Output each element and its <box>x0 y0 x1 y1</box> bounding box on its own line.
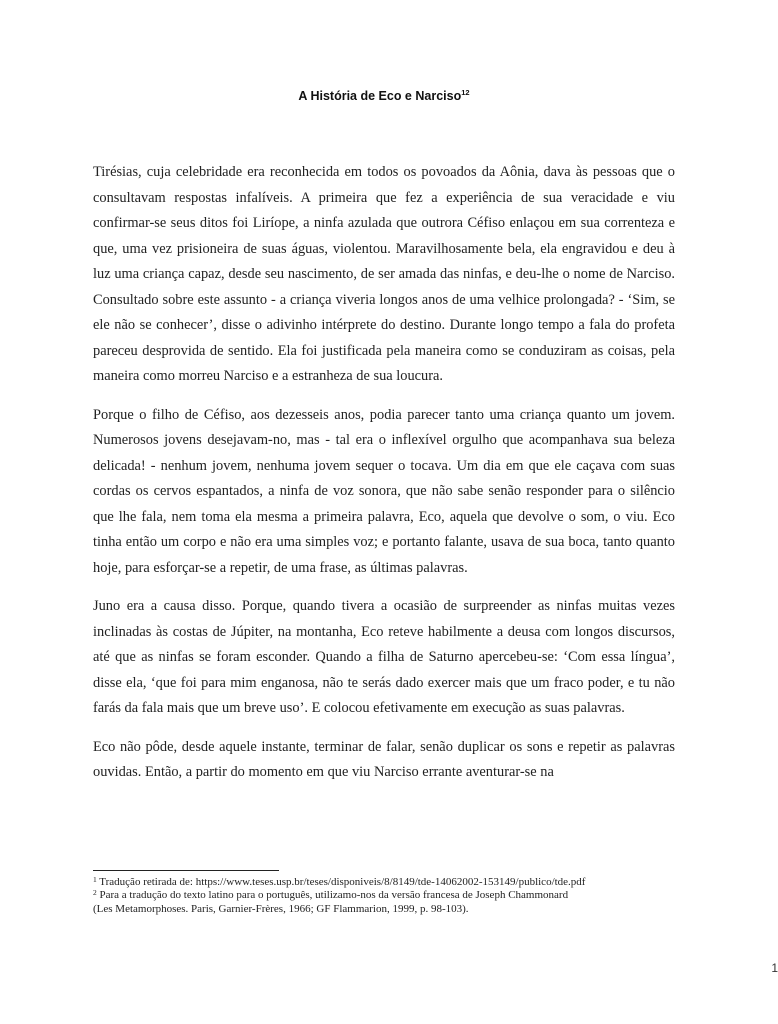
footnote-text: Para a tradução do texto latino para o português, utilizamo-nos da versão francesa de Joseph Chammonard <box>96 889 569 902</box>
title-text: A História de Eco e Narciso <box>298 89 462 103</box>
paragraph-3: Juno era a causa disso. Porque, quando tivera a ocasião de surpreender as ninfas muitas vezes inclinadas às costas de Júpiter, na montanha, Eco reteve habilmente a deusa com longos discursos, até que as ninfas se foram esconder. Quando a filha de Saturno apercebeu-se: ‘Com essa língua’, disse ela, ‘que foi para mim enganosa, não te serás dado exercer mais que um fraco poder, e tu não farás da fala mais que um breve uso’. E colocou efetivamente em execução as suas palavras. <box>93 598 675 716</box>
footnote-mark: 2 <box>93 888 97 898</box>
footnote-separator <box>93 870 279 871</box>
footnote-mark: 1 <box>93 875 97 884</box>
document-page <box>93 0 778 1024</box>
paragraph-1: Tirésias, cuja celebridade era reconhecida em todos os povoados da Aônia, dava às pessoas que o consultavam respostas infalíveis. A primeira que fez a experiência de sua veracidade e viu confirmar-se seus ditos foi Liríope, a ninfa azulada que outrora Céfiso enlaçou em sua correnteza e que, uma vez prisioneira de suas águas, violentou. Maravilhosamente bela, ela engravidou e deu à luz uma criança capaz, desde seu nascimento, de ser amada das ninfas, e deu-lhe o nome de Narciso. Consultado sobre este assunto - a criança viveria longos anos de uma velhice prolongada? - ‘Sim, se ele não se conhecer’, disse o adivinho intérprete do destino. Durante longo tempo a fala do profeta pareceu desprovida de sentido. Ela foi justificada pela maneira como se conduziram as coisas, pela maneira como morreu Narciso e a estranheza de sua loucura. <box>93 164 675 384</box>
footnote-2 <box>93 889 693 902</box>
footnote-text: (Les Metamorphoses. Paris, Garnier-Frères, 1966; GF Flammarion, 1999, p. 98-103). <box>93 902 469 915</box>
paragraph-2: Porque o filho de Céfiso, aos dezesseis anos, podia parecer tanto uma criança quanto um jovem. Numerosos jovens desejavam-no, mas - tal era o inflexível orgulho que acompanhava sua beleza delicada! - nenhum jovem, nenhuma jovem sequer o tocava. Um dia em que ele caçava com suas cordas os cervos espantados, a ninfa de voz sonora, que não sabe senão responder para o silêncio que lhe fala, nem toma ela mesma a primeira palavra, Eco, aquela que devolve o som, o viu. Eco tinha então um corpo e não era uma simples voz; e portanto falante, usava de sua boca, tanto quanto hoje, para esforçar-se a repetir, de uma frase, as últimas palavras. <box>93 406 675 576</box>
title-footnote-marks: 12 <box>461 88 470 97</box>
page-number: 1 <box>771 961 778 975</box>
footnote-1 <box>93 876 693 889</box>
paragraph-4: Eco não pôde, desde aquele instante, terminar de falar, senão duplicar os sons e repetir as palavras ouvidas. Então, a partir do momento em que viu Narciso errante aventurar-se na <box>93 738 675 780</box>
footnote-2-continued <box>93 903 693 916</box>
footnote-text: Tradução retirada de: https://www.teses.usp.br/teses/disponiveis/8/8149/tde-14062002-153149/publico/tde.pdf <box>96 876 586 888</box>
document-title <box>93 89 675 103</box>
footnotes <box>93 876 693 916</box>
document-body <box>93 160 675 799</box>
